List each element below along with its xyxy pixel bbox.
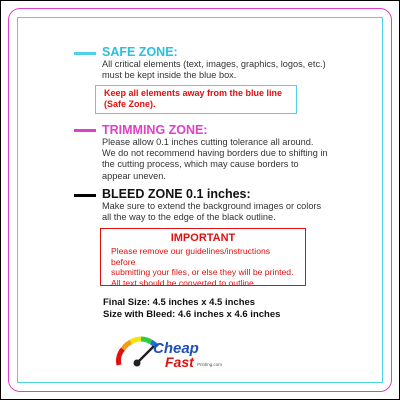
trimming-zone-section bbox=[102, 123, 362, 182]
trimming-zone-line-1: Please allow 0.1 inches cutting tolerance all around. bbox=[102, 137, 314, 147]
bleed-size-text: Size with Bleed: 4.6 inches x 4.6 inches bbox=[103, 308, 281, 320]
bleed-zone-section bbox=[102, 187, 362, 223]
important-line-1: Please remove our guidelines/instructions before bbox=[111, 246, 271, 267]
logo-graphic bbox=[113, 333, 225, 373]
size-info bbox=[103, 297, 280, 320]
bleed-zone-line-1: Make sure to extend the background images or colors bbox=[102, 201, 322, 211]
trimming-zone-title: TRIMMING ZONE: bbox=[102, 123, 208, 137]
trimming-zone-line-3: the cutting process, which may cause borders to bbox=[102, 159, 299, 170]
bleed-zone-title: BLEED ZONE 0.1 inches: bbox=[102, 187, 251, 201]
important-line-2: submitting your files, or else they will be printed. bbox=[111, 267, 294, 277]
safe-zone-section bbox=[102, 45, 362, 81]
safe-zone-line-2: must be kept inside the blue box. bbox=[102, 70, 237, 81]
logo-word-cheap: Cheap bbox=[153, 340, 199, 357]
final-size-text: Final Size: 4.5 inches x 4.5 inches bbox=[103, 297, 256, 308]
safe-zone-callout bbox=[95, 85, 297, 114]
safe-callout-line-2: (Safe Zone). bbox=[104, 99, 156, 109]
safe-zone-title: SAFE ZONE: bbox=[102, 45, 178, 59]
company-logo bbox=[113, 333, 225, 373]
trimming-zone-marker bbox=[74, 129, 96, 132]
bleed-zone-marker bbox=[74, 194, 96, 197]
safe-zone-line-1: All critical elements (text, images, graphics, logos, etc.) bbox=[102, 59, 326, 69]
important-line-3: All text should be converted to outline. bbox=[111, 277, 257, 288]
important-notice bbox=[100, 228, 306, 286]
logo-word-fast: Fast bbox=[165, 354, 194, 370]
safe-callout-line-1: Keep all elements away from the blue line bbox=[104, 88, 283, 98]
trimming-zone-line-4: appear uneven. bbox=[102, 170, 166, 181]
bleed-zone-line-2: all the way to the edge of the black outline. bbox=[102, 212, 276, 223]
safe-zone-marker bbox=[74, 52, 96, 55]
important-title: IMPORTANT bbox=[170, 232, 236, 244]
trimming-zone-line-2: We do not recommend having borders due to shifting in bbox=[102, 148, 328, 159]
logo-suffix: Printing.com bbox=[197, 362, 223, 367]
